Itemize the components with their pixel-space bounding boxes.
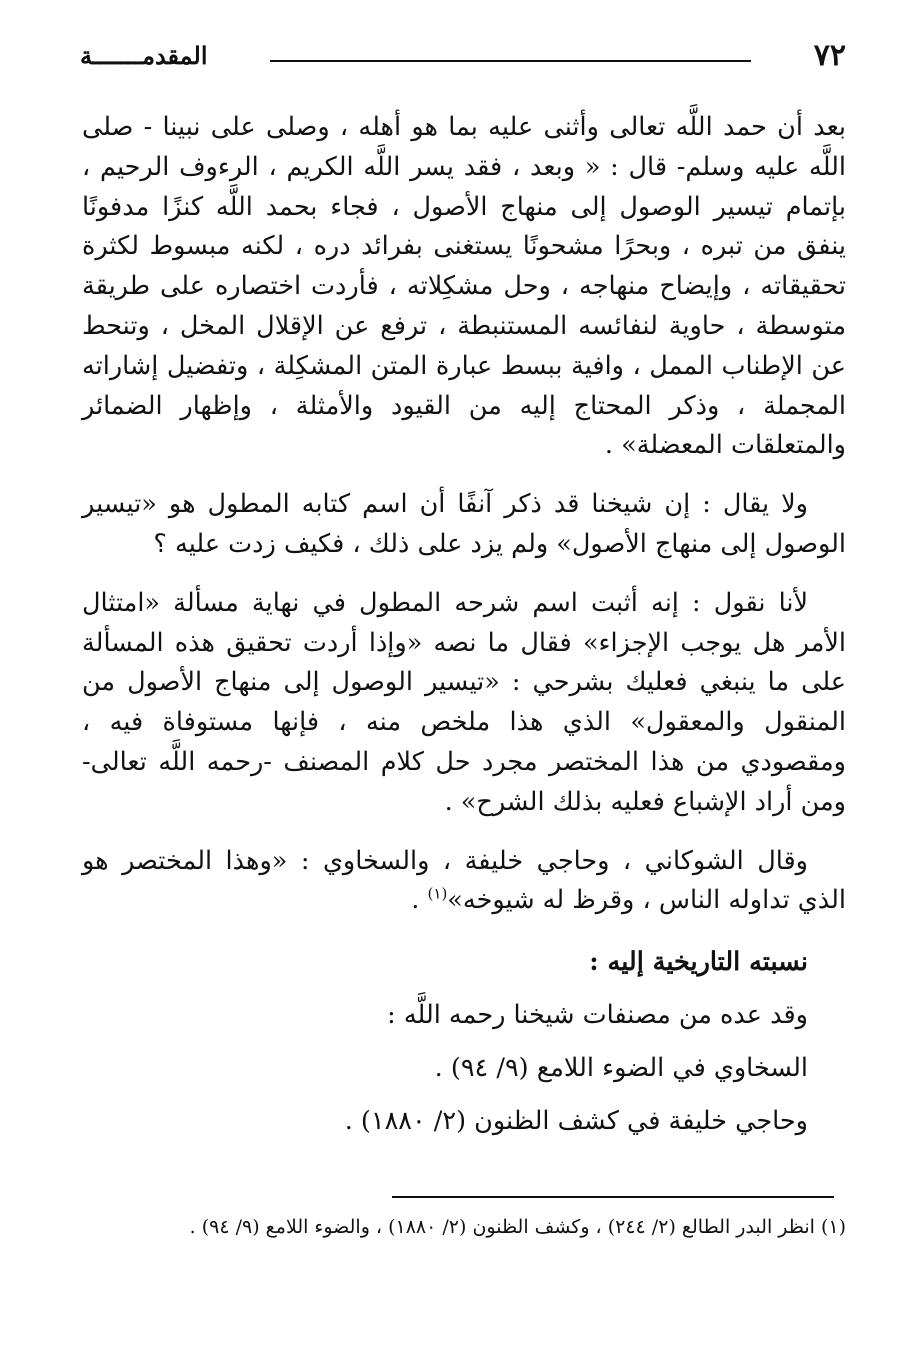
header-title: المقدمـــــــة: [80, 41, 208, 70]
paragraph-citation: وقال الشوكاني ، وحاجي خليفة ، والسخاوي : «وهذا المختصر هو الذي تداوله الناس ، وقرظ له شيوخه»$^{(١)}$ .: [82, 845, 846, 916]
paragraph-citation-text: وقال الشوكاني ، وحاجي خليفة ، والسخاوي : «وهذا المختصر هو الذي تداوله الناس ، وقرظ له شيوخه»: [82, 845, 846, 916]
paragraph-objection: ولا يقال : إن شيخنا قد ذكر آنفًا أن اسم كتابه المطول هو «تيسير الوصول إلى منهاج الأصول» ولم يزد على ذلك ، فكيف زدت عليه ؟: [82, 489, 846, 559]
page-number: ٧٢: [813, 38, 846, 73]
running-header: [80, 36, 846, 76]
footnote: (١) انظر البدر الطالع (٢/ ٢٤٤) ، وكشف الظنون (٢/ ١٨٨٠) ، والضوء اللامع (٩/ ٩٤) .: [189, 1216, 846, 1238]
main-text: [82, 108, 846, 1141]
paragraph-response: لأنا نقول : إنه أثبت اسم شرحه المطول في نهاية مسألة «امتثال الأمر هل يوجب الإجزاء» فقال ما نصه «وإذا أردت تحقيق هذه المسألة على ما ينبغي فعليك بشرحي : «تيسير الوصول إلى منهاج الأصول من المنقول والمعقول» الذي هذا ملخص منه ، فإنها مستوفاة فيه ، ومقصودي من هذا المختصر مجرد حل كلام المصنف -رحمه اللَّه تعالى- ومن أراد الإشباع فعليه بذلك الشرح» .: [82, 587, 846, 817]
header-rule: [270, 60, 751, 62]
list-item: السخاوي في الضوء اللامع (٩/ ٩٤) .: [434, 1053, 808, 1084]
footnote-separator: [392, 1196, 834, 1198]
paragraph-intro-quote: بعد أن حمد اللَّه تعالى وأثنى عليه بما هو أهله ، وصلى على نبينا - صلى اللَّه عليه وسلم- قال : « وبعد ، فقد يسر اللَّه الكريم ، الرءوف الرحيم ، بإتمام تيسير الوصول إلى منهاج الأصول ، فجاء بحمد اللَّه كنزًا مدفونًا ينفق من تبره ، وبحرًا مشحونًا يستغنى بفرائد دره ، لكنه مبسوط لكثرة تحقيقاته ، وإيضاح منهاجه ، وحل مشكِلاته ، فأردت اختصاره على طريقة متوسطة ، حاوية لنفائسه المستنبطة ، ترفع عن الإقلال المخل ، وتنحط عن الإطناب الممل ، وافية ببسط عبارة المتن المشكِلة ، وتفضيل إشاراته المجملة ، وذكر المحتاج إليه من القيود والأمثلة ، وإظهار الضمائر والمتعلقات المعضلة» .: [82, 112, 846, 461]
footnote-marker: (١): [427, 884, 448, 903]
list-item: وحاجي خليفة في كشف الظنون (٢/ ١٨٨٠) .: [344, 1106, 808, 1137]
list-item: وقد عده من مصنفات شيخنا رحمه اللَّه :: [387, 1000, 808, 1031]
section-subheading: نسبته التاريخية إليه :: [589, 947, 808, 978]
